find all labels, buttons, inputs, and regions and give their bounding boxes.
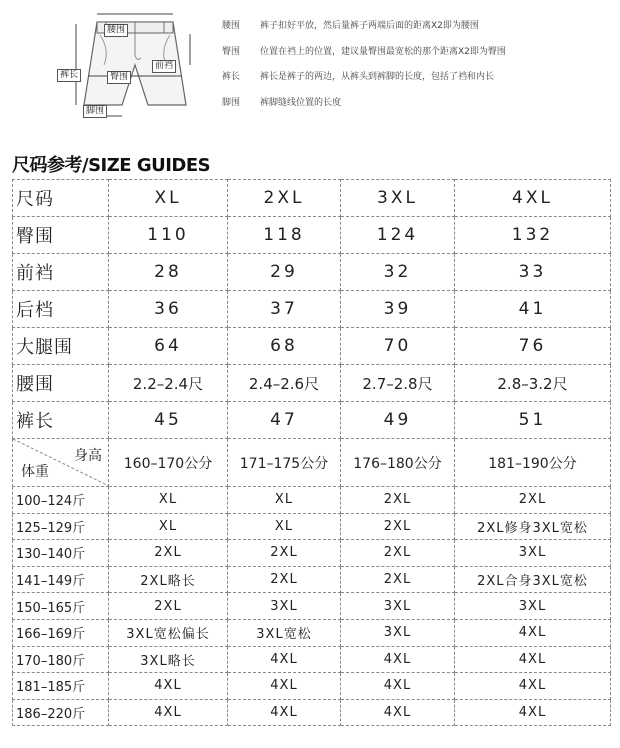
recommendation-cell: 4XL — [228, 673, 341, 700]
recommendation-cell: 2XL — [109, 593, 228, 620]
weight-label: 186–220斤 — [13, 699, 109, 726]
size-guide-title: 尺码参考/SIZE GUIDES — [12, 155, 211, 176]
recommendation-cell: 2XL — [341, 513, 455, 540]
height-weight-corner — [13, 439, 109, 487]
recommendation-cell: 3XL — [341, 593, 455, 620]
front-rise-tag: 前裆 — [152, 60, 176, 73]
recommendation-cell: 2XL略长 — [109, 566, 228, 593]
weight-label: 141–149斤 — [13, 566, 109, 593]
value-cell: 2.7–2.8尺 — [341, 365, 455, 402]
value-cell: 45 — [109, 402, 228, 439]
recommendation-cell: 3XL — [455, 540, 611, 567]
value-cell: 36 — [109, 291, 228, 328]
measure-row-hip — [13, 217, 611, 254]
inseam-tag: 裤长 — [57, 69, 81, 82]
definition-row — [222, 69, 612, 95]
row-label: 臀围 — [13, 217, 109, 254]
recommendation-cell: 2XL — [228, 540, 341, 567]
row-label: 后档 — [13, 291, 109, 328]
value-cell: 70 — [341, 328, 455, 365]
size-cell: 4XL — [455, 180, 611, 217]
weight-row — [13, 566, 611, 593]
value-cell: 33 — [455, 254, 611, 291]
value-cell: 2.2–2.4尺 — [109, 365, 228, 402]
recommendation-cell: 4XL — [455, 699, 611, 726]
measure-row-waist — [13, 365, 611, 402]
value-cell: 37 — [228, 291, 341, 328]
recommendation-cell: XL — [109, 487, 228, 514]
recommendation-cell: 2XL — [455, 487, 611, 514]
row-label: 前裆 — [13, 254, 109, 291]
size-cell: 2XL — [228, 180, 341, 217]
value-cell: 47 — [228, 402, 341, 439]
weight-row — [13, 540, 611, 567]
value-cell: 32 — [341, 254, 455, 291]
value-cell: 51 — [455, 402, 611, 439]
definition-text: 位置在裆上的位置，建议量臀围最宽松的那个距离X2即为臀围 — [260, 46, 506, 57]
recommendation-cell: 3XL — [228, 593, 341, 620]
height-range-cell: 176–180公分 — [341, 439, 455, 487]
value-cell: 28 — [109, 254, 228, 291]
row-label: 裤长 — [13, 402, 109, 439]
recommendation-cell: 4XL — [228, 699, 341, 726]
recommendation-cell: 3XL — [341, 619, 455, 646]
recommendation-cell: 4XL — [341, 673, 455, 700]
leg-opening-tag: 脚围 — [83, 105, 107, 118]
height-range-cell: 160–170公分 — [109, 439, 228, 487]
height-header-row — [13, 439, 611, 487]
size-cell: 3XL — [341, 180, 455, 217]
definition-row — [222, 18, 612, 44]
recommendation-cell: 2XL — [228, 566, 341, 593]
definition-text: 裤脚缝线位置的长度 — [260, 97, 342, 108]
measurement-definitions — [222, 18, 612, 120]
definition-row — [222, 44, 612, 70]
recommendation-cell: 2XL — [341, 487, 455, 514]
recommendation-cell: 4XL — [228, 646, 341, 673]
size-guide-table — [12, 179, 611, 726]
recommendation-cell: 4XL — [109, 673, 228, 700]
size-cell: XL — [109, 180, 228, 217]
value-cell: 29 — [228, 254, 341, 291]
value-cell: 110 — [109, 217, 228, 254]
weight-header-label: 体重 — [21, 464, 49, 480]
weight-row — [13, 619, 611, 646]
weight-row — [13, 513, 611, 540]
definition-term: 脚围 — [222, 97, 241, 108]
weight-label: 181–185斤 — [13, 673, 109, 700]
hip-tag: 臀围 — [107, 71, 131, 84]
height-header-label: 身高 — [74, 448, 102, 464]
value-cell: 64 — [109, 328, 228, 365]
height-range-cell: 171–175公分 — [228, 439, 341, 487]
weight-label: 130–140斤 — [13, 540, 109, 567]
definition-row — [222, 95, 612, 121]
recommendation-cell: 3XL略长 — [109, 646, 228, 673]
recommendation-cell: XL — [228, 513, 341, 540]
recommendation-cell: 2XL — [341, 540, 455, 567]
waist-tag: 腰围 — [104, 24, 128, 37]
weight-row — [13, 593, 611, 620]
weight-row — [13, 646, 611, 673]
recommendation-cell: 3XL宽松偏长 — [109, 619, 228, 646]
value-cell: 118 — [228, 217, 341, 254]
value-cell: 124 — [341, 217, 455, 254]
measure-row-back-rise — [13, 291, 611, 328]
measurement-diagram — [0, 0, 620, 140]
measure-row-thigh — [13, 328, 611, 365]
definition-term: 臀围 — [222, 46, 241, 57]
definition-text: 裤长是裤子的两边，从裤头到裤脚的长度，包括了裆和内长 — [260, 72, 495, 82]
value-cell: 68 — [228, 328, 341, 365]
recommendation-cell: 4XL — [341, 646, 455, 673]
recommendation-cell: 4XL — [455, 646, 611, 673]
weight-label: 150–165斤 — [13, 593, 109, 620]
recommendation-cell: 4XL — [109, 699, 228, 726]
weight-label: 125–129斤 — [13, 513, 109, 540]
weight-label: 100–124斤 — [13, 487, 109, 514]
recommendation-cell: 2XL修身3XL宽松 — [455, 513, 611, 540]
value-cell: 2.4–2.6尺 — [228, 365, 341, 402]
value-cell: 76 — [455, 328, 611, 365]
definition-text: 裤子扣好平放，然后量裤子两端后面的距离X2即为腰围 — [260, 21, 479, 31]
value-cell: 2.8–3.2尺 — [455, 365, 611, 402]
recommendation-cell: 2XL合身3XL宽松 — [455, 566, 611, 593]
value-cell: 41 — [455, 291, 611, 328]
weight-row — [13, 487, 611, 514]
recommendation-cell: XL — [228, 487, 341, 514]
value-cell: 49 — [341, 402, 455, 439]
recommendation-cell: 3XL宽松 — [228, 619, 341, 646]
value-cell: 132 — [455, 217, 611, 254]
recommendation-cell: 4XL — [455, 673, 611, 700]
height-range-cell: 181–190公分 — [455, 439, 611, 487]
measure-row-length — [13, 402, 611, 439]
size-row — [13, 180, 611, 217]
row-label: 腰围 — [13, 365, 109, 402]
recommendation-cell: 4XL — [341, 699, 455, 726]
definition-term: 腰围 — [222, 21, 241, 31]
measure-row-front-rise — [13, 254, 611, 291]
recommendation-cell: 2XL — [341, 566, 455, 593]
weight-label: 166–169斤 — [13, 619, 109, 646]
row-label: 大腿围 — [13, 328, 109, 365]
definition-term: 裤长 — [222, 72, 241, 82]
value-cell: 39 — [341, 291, 455, 328]
recommendation-cell: 4XL — [455, 619, 611, 646]
recommendation-cell: 2XL — [109, 540, 228, 567]
weight-label: 170–180斤 — [13, 646, 109, 673]
recommendation-cell: XL — [109, 513, 228, 540]
recommendation-cell: 3XL — [455, 593, 611, 620]
row-label: 尺码 — [13, 180, 109, 217]
weight-row — [13, 699, 611, 726]
weight-row — [13, 673, 611, 700]
